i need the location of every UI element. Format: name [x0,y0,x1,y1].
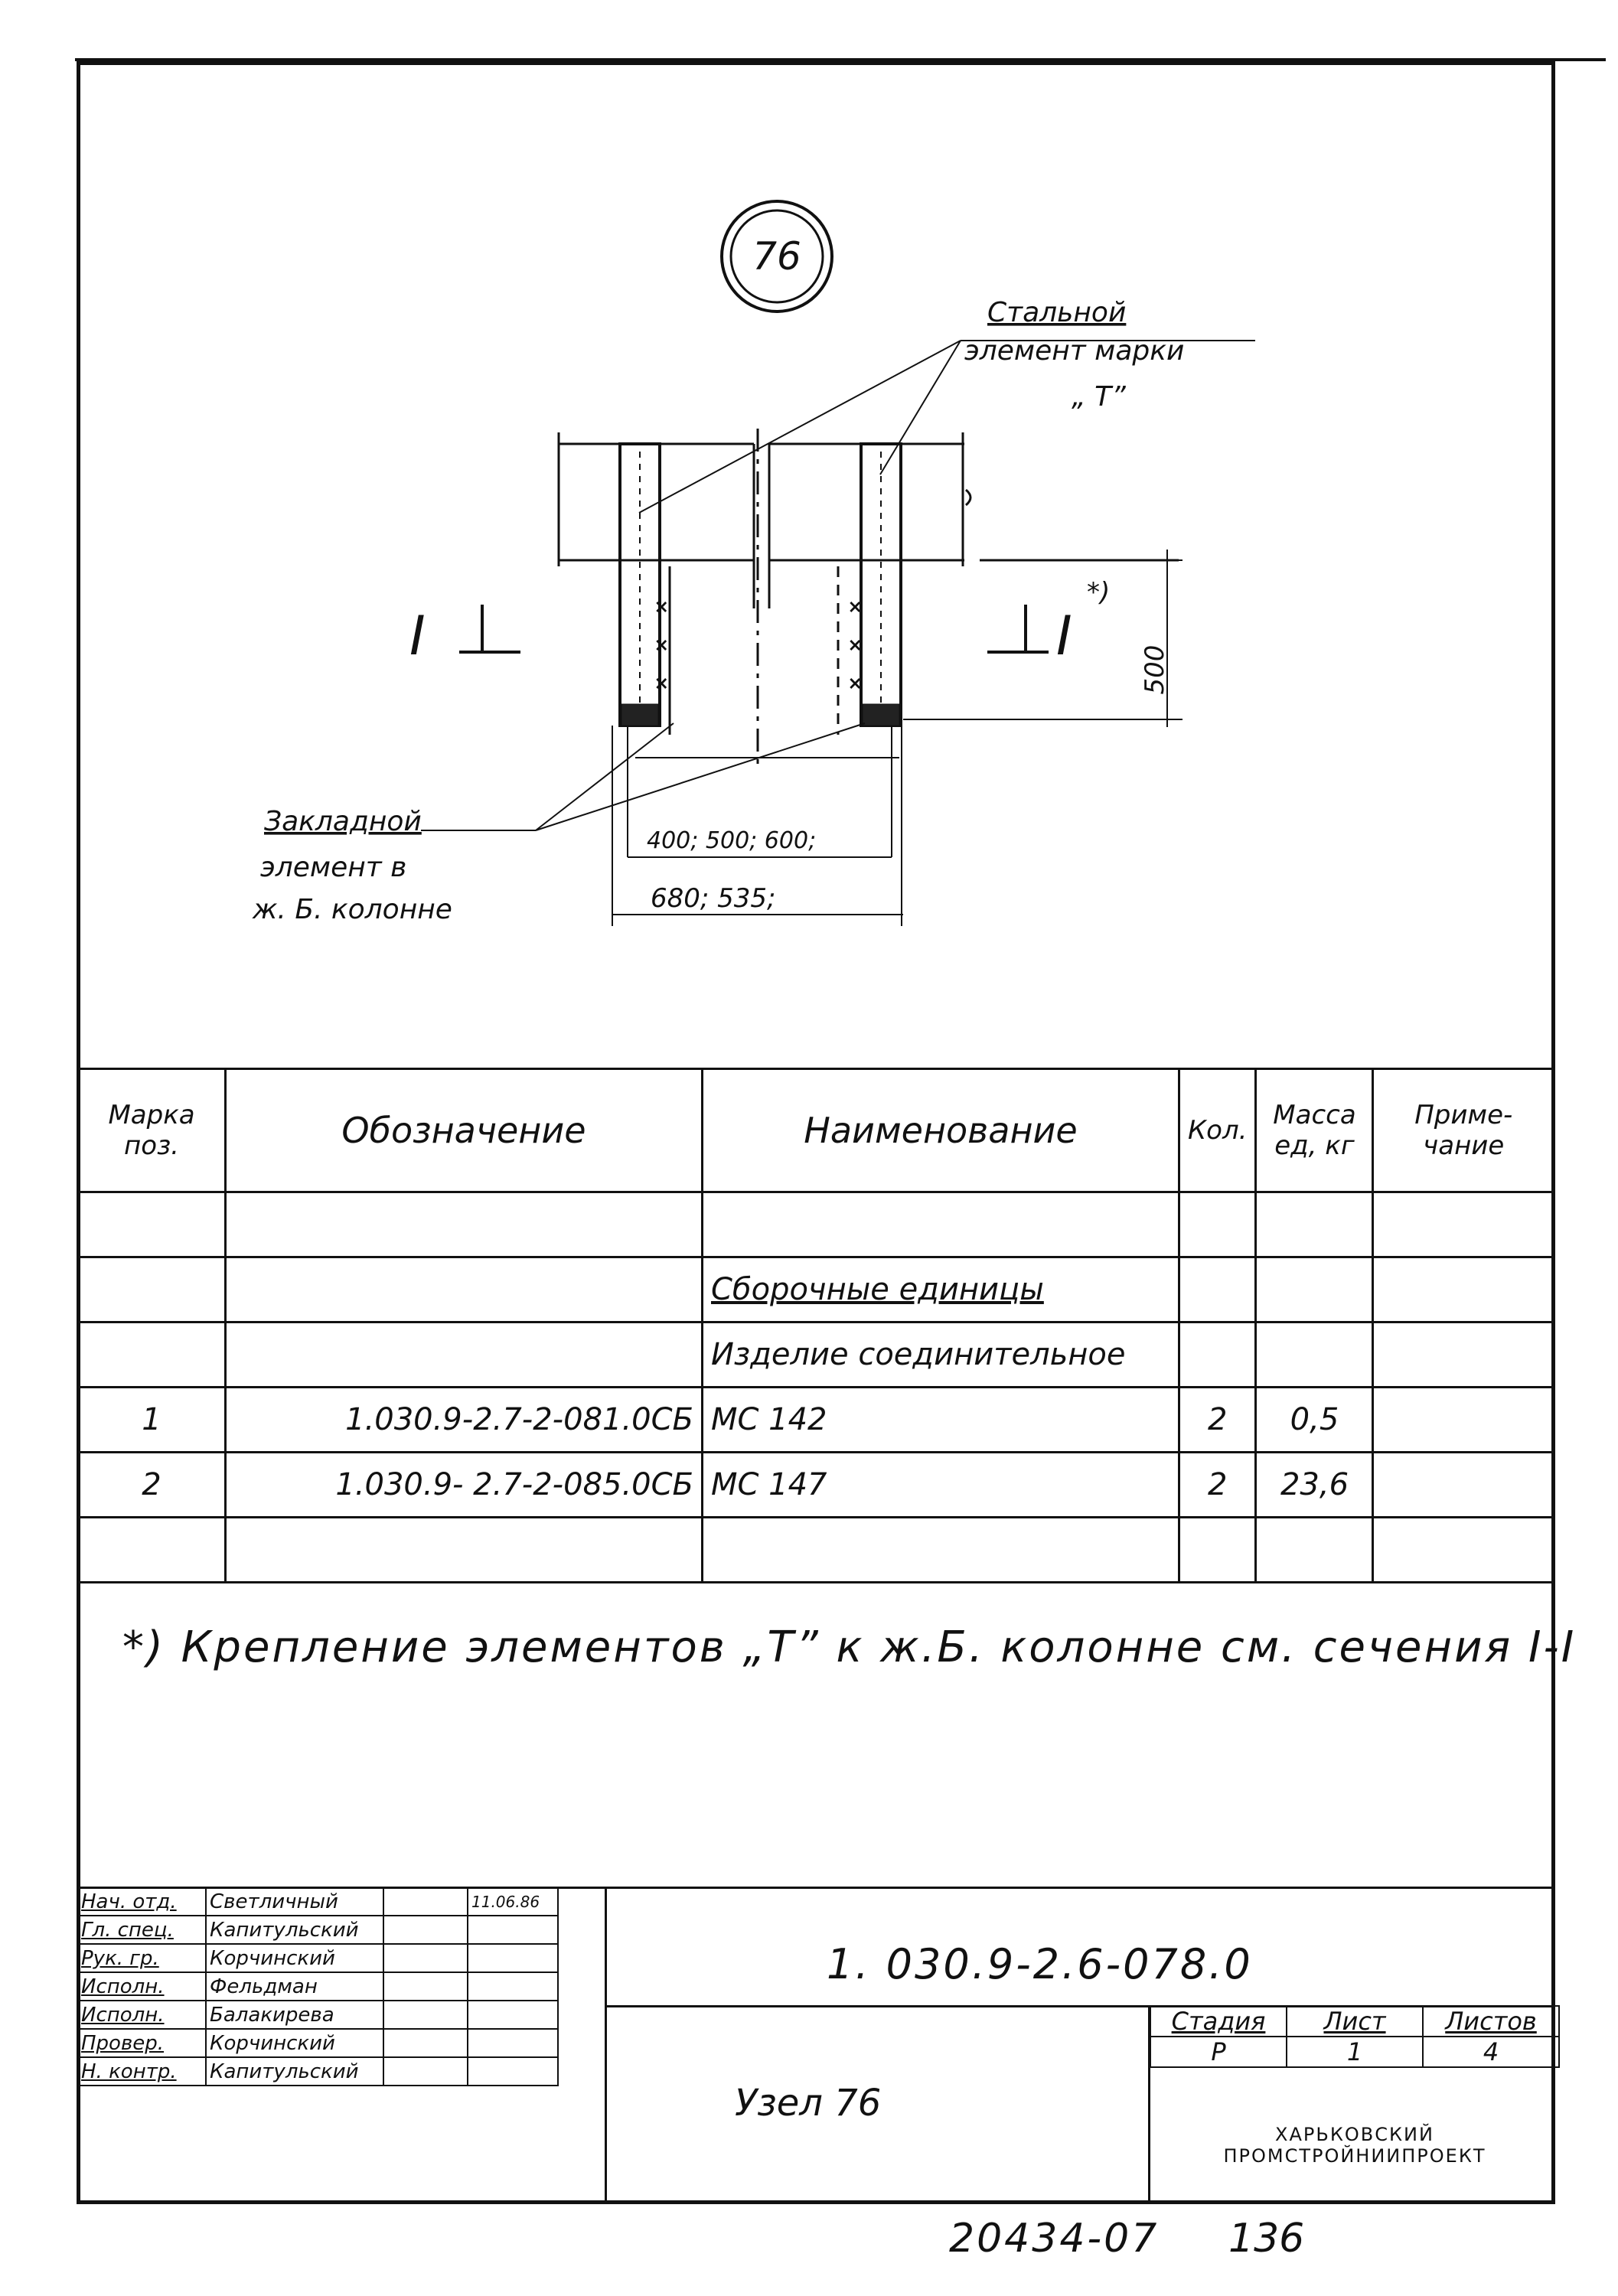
section-subtitle: Изделие соединительное [703,1322,1179,1388]
row-name: МС 142 [703,1388,1179,1453]
header-qty: Кол. [1179,1069,1256,1192]
svg-text:элемент в: элемент в [260,852,407,883]
header-designation: Обозначение [226,1069,703,1192]
sheets-label: Листов [1423,2006,1559,2037]
footnote: *) Крепление элементов „Т” к ж.Б. колонне см. сечения I-I [122,1623,1577,1672]
svg-text:элемент марки: элемент марки [964,335,1185,367]
section-mark-right [987,577,1110,667]
svg-text:×: × [848,674,863,693]
embedded-element-label [252,806,452,925]
specification-table [77,1068,1555,1583]
title-block-divider [605,1887,607,2204]
table-row [78,1192,1554,1257]
signature-row: Исполн. Балакирева [77,2001,558,2029]
section-mark-left [409,605,520,667]
node-drawing [0,0,1618,1071]
stage-label: Стадия [1150,2006,1287,2037]
dim-outer: 680; 535; [651,883,776,914]
row-mass: 23,6 [1256,1453,1373,1518]
header-mark: Марка поз. [78,1069,226,1192]
signature-row: Н. контр. Капитульский [77,2057,558,2086]
stage-table [1150,2005,1560,2068]
steel-element-label [964,297,1184,413]
svg-text:„ Т”: „ Т” [1072,381,1126,413]
node-number-badge [722,201,832,311]
svg-text:I: I [409,605,426,667]
stage-value: Р [1150,2037,1287,2067]
svg-text:×: × [848,636,863,655]
node-number: 76 [752,234,801,279]
table-row [78,1388,1554,1453]
table-header-row [78,1069,1554,1192]
header-name: Наименование [703,1069,1179,1192]
archive-number: 20434-07 [949,2216,1160,2262]
svg-text:Закладной: Закладной [264,806,422,837]
row-qty: 2 [1179,1453,1256,1518]
table-row [78,1322,1554,1388]
row-designation: 1.030.9-2.7-2-081.0СБ [226,1388,703,1453]
signature-row: Гл. спец. Капитульский [77,1916,558,1944]
svg-text:Стальной: Стальной [987,297,1127,328]
dim-height: 500 [1140,644,1170,695]
page-number: 136 [1228,2216,1305,2262]
org-line-1: ХАРЬКОВСКИЙ [1275,2124,1434,2145]
drawing-title: Узел 76 [735,2082,882,2125]
row-mark: 2 [78,1453,226,1518]
svg-text:I: I [1056,605,1072,667]
dim-inner: 400; 500; 600; [647,827,817,854]
organization-name [1156,2124,1554,2167]
row-name: МС 147 [703,1453,1179,1518]
left-embedded-element [620,444,670,735]
table-row [78,1453,1554,1518]
sheet-label: Лист [1287,2006,1423,2037]
row-qty: 2 [1179,1388,1256,1453]
section-note-mark: *) [1087,577,1111,608]
svg-text:×: × [654,674,669,693]
right-embedded-element [838,444,901,735]
signature-row: Нач. отд. Светличный 11.06.86 [77,1887,558,1916]
signature-table [77,1887,559,2086]
table-row [78,1257,1554,1322]
row-mass: 0,5 [1256,1388,1373,1453]
signature-row: Провер. Корчинский [77,2029,558,2057]
table-row [78,1518,1554,1583]
svg-text:ж. Б. колонне: ж. Б. колонне [253,894,452,925]
row-designation: 1.030.9- 2.7-2-085.0СБ [226,1453,703,1518]
svg-text:×: × [654,636,669,655]
sheet-value: 1 [1287,2037,1423,2067]
document-code: 1. 030.9-2.6-078.0 [827,1940,1253,1988]
signature-row: Рук. гр. Корчинский [77,1944,558,1972]
signature-row: Исполн. Фельдман [77,1972,558,2001]
sheets-value: 4 [1423,2037,1559,2067]
org-line-2: ПРОМСТРОЙНИИПРОЕКТ [1223,2145,1486,2167]
svg-text:×: × [848,598,863,617]
header-mass: Масса ед, кг [1256,1069,1373,1192]
section-title: Сборочные единицы [703,1257,1179,1322]
header-note: Приме- чание [1373,1069,1554,1192]
svg-text:×: × [654,598,669,617]
row-mark: 1 [78,1388,226,1453]
